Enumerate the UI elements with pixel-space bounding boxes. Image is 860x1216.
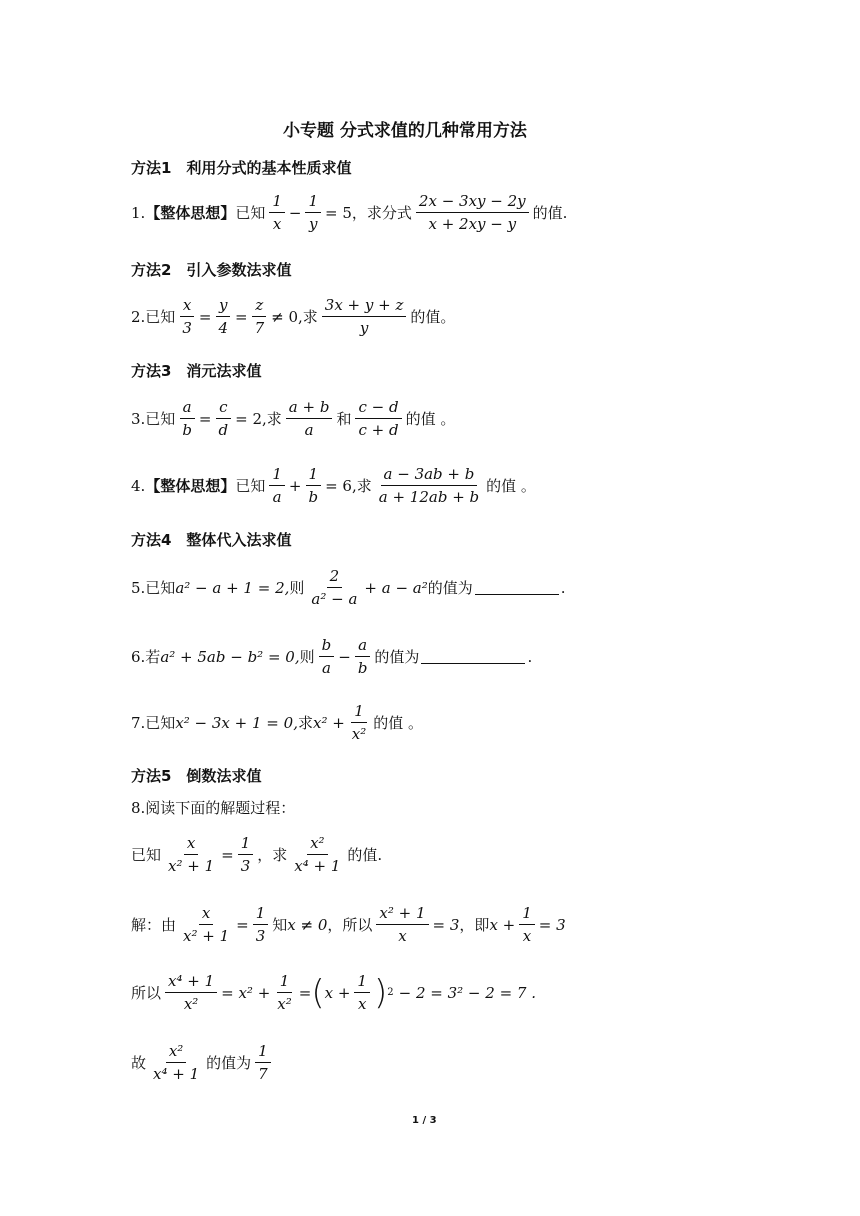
q8-given-fraction-3: $\frac{\text{x²}}{\text{x⁴ + 1}}$	[294, 834, 341, 875]
left-paren: (	[311, 972, 325, 1013]
fin-fraction-1: $\frac{\text{x²}}{\text{x⁴ + 1}}$	[153, 1042, 200, 1083]
q1-minus: −	[288, 203, 302, 222]
q5-answer-blank[interactable]	[475, 580, 559, 595]
q5-period: .	[560, 578, 566, 597]
q1-text-value: 的值.	[532, 204, 568, 222]
question-6: 6.若 a² + 5ab − b² = 0, 则 $\frac{b}{a}$ − $\frac{a}{b}$ 的值为 .	[131, 636, 533, 677]
q2-fraction-4: $\frac{3x + y + z}{y}$	[322, 296, 407, 337]
fin-fraction-2: $\frac{1}{7}$	[255, 1042, 271, 1083]
q5-expression: + a − a²	[364, 578, 428, 597]
q7-fraction-1: $\frac{1}{\text{x²}}$	[351, 702, 367, 743]
method-1-heading: 方法1 利用分式的基本性质求值	[131, 159, 352, 177]
q7-text-find: 求	[297, 714, 313, 732]
q4-text-value: 的值 。	[486, 477, 536, 495]
page-number: 1 / 3	[412, 1115, 437, 1126]
q7-prefix: 7.已知	[131, 714, 176, 732]
q5-fraction-1: $\frac{2}{\text{a² − a}}$	[311, 567, 358, 608]
q2-fraction-1: $\frac{x}{3}$	[179, 296, 195, 337]
q3-equals: = 2,	[235, 409, 267, 428]
q6-fraction-2: $\frac{a}{b}$	[355, 636, 371, 677]
q6-period: .	[527, 647, 533, 666]
q1-fraction-2: $\frac{1}{y}$	[305, 192, 321, 233]
q3-text-find: 求	[266, 410, 282, 428]
q4-text-given: 已知	[235, 477, 266, 495]
method-5-heading: 方法5 倒数法求值	[131, 767, 262, 785]
q4-number: 4.	[131, 476, 146, 495]
q3-text-and: 和	[336, 410, 352, 428]
q4-equals: = 6,	[325, 476, 357, 495]
q6-fraction-1: $\frac{b}{a}$	[319, 636, 335, 677]
question-1	[131, 192, 567, 233]
q1-text-given: 已知	[235, 204, 266, 222]
q2-text-value: 的值。	[410, 308, 456, 326]
q2-fraction-3: $\frac{z}{7}$	[252, 296, 268, 337]
q5-text-then: 则	[289, 579, 305, 597]
q1-equals: = 5，	[325, 204, 367, 222]
page-title: 小专题 分式求值的几种常用方法	[283, 121, 527, 141]
right-paren: )	[373, 972, 388, 1013]
q2-prefix: 2.已知	[131, 308, 176, 326]
q3-fraction-2: $\frac{c}{d}$	[216, 398, 232, 439]
question-4: 4. 【整体思想】 已知 $\frac{1}{a}$ + $\frac{1}{b}$ = 6, 求 $\frac{a - 3ab + b}{a + 12ab + b}$ 的值 。	[131, 465, 536, 506]
q7-text-value: 的值 。	[373, 714, 424, 732]
question-5	[131, 567, 566, 608]
q2-condition: ≠ 0,	[271, 307, 303, 326]
sol2-fraction-3: $\frac{1}{x}$	[354, 972, 370, 1013]
sol-fraction-2: $\frac{1}{3}$	[253, 904, 269, 945]
q5-text-value: 的值为	[427, 579, 473, 597]
sol2-fraction-1: $\frac{\text{x⁴ + 1}}{\text{x²}}$	[165, 972, 217, 1013]
q4-text-find: 求	[356, 477, 372, 495]
q2-text-find: 求	[302, 308, 318, 326]
q7-condition: x² − 3x + 1 = 0,	[175, 713, 298, 732]
solution-conclusion: 故 $\frac{\text{x²}}{\text{x⁴ + 1}}$ 的值为 $\frac{1}{7}$	[131, 1042, 275, 1083]
q4-fraction-3: $\frac{a - 3ab + b}{a + 12ab + b}$	[378, 465, 480, 506]
q1-fraction-3: $\frac{2x - 3xy - 2y}{x + 2xy - y}$	[416, 192, 529, 233]
method-4-heading: 方法4 整体代入法求值	[131, 531, 292, 549]
q3-prefix: 3.已知	[131, 410, 176, 428]
q6-condition: a² + 5ab − b² = 0,	[160, 647, 300, 666]
q5-prefix: 5.已知	[131, 579, 176, 597]
q1-fraction-1: $\frac{1}{x}$	[269, 192, 285, 233]
q4-fraction-1: $\frac{1}{a}$	[269, 465, 285, 506]
q3-fraction-3: $\frac{a + b}{a}$	[286, 398, 333, 439]
q8-given-fraction-1: $\frac{x}{\text{x² + 1}}$	[168, 834, 215, 875]
q5-condition: a² − a + 1 = 2,	[175, 578, 290, 597]
q8-given-fraction-2: $\frac{1}{3}$	[238, 834, 254, 875]
q2-fraction-2: $\frac{y}{4}$	[215, 296, 231, 337]
q7-expression: x² +	[312, 713, 345, 732]
q4-tag: 【整体思想】	[145, 477, 236, 495]
solution-line-1: 解：由 $\frac{x}{\text{x² + 1}}$ = $\frac{1}{3}$ 知 x ≠ 0 ，所以 $\frac{\text{x² + 1}}{x}$ = 3 ，即 x + $\frac{1}{x}$ = 3	[131, 904, 566, 945]
sol-fraction-3: $\frac{\text{x² + 1}}{x}$	[376, 904, 428, 945]
question-7	[131, 702, 423, 743]
q3-text-value: 的值 。	[405, 410, 456, 428]
q6-prefix: 6.若	[131, 648, 161, 666]
question-8-given: 已知 $\frac{x}{\text{x² + 1}}$ = $\frac{1}{3}$ ，求 $\frac{\text{x²}}{\text{x⁴ + 1}}$ 的值.	[131, 834, 383, 875]
q6-answer-blank[interactable]	[421, 649, 525, 664]
q1-text-find: 求分式	[366, 204, 412, 222]
q1-tag: 【整体思想】	[145, 204, 236, 222]
q6-text-then: 则	[299, 648, 315, 666]
method-2-heading: 方法2 引入参数法求值	[131, 261, 292, 279]
q4-fraction-2: $\frac{1}{b}$	[305, 465, 321, 506]
q3-fraction-1: $\frac{a}{b}$	[179, 398, 195, 439]
question-8-intro: 8.阅读下面的解题过程：	[131, 799, 296, 817]
method-3-heading: 方法3 消元法求值	[131, 362, 262, 380]
sol-fraction-4: $\frac{1}{x}$	[519, 904, 535, 945]
solution-line-2: 所以 $\frac{\text{x⁴ + 1}}{\text{x²}}$ = x² + $\frac{1}{\text{x²}}$ = ( x + $\frac{1}{x}$ ) 2 − 2 = 3² − 2 = 7 .	[131, 972, 536, 1013]
question-3: 3.已知 $\frac{a}{b}$ = $\frac{c}{d}$ = 2, 求 $\frac{a + b}{a}$ 和 $\frac{c - d}{c + d}$ 的值 。	[131, 398, 456, 439]
q3-fraction-4: $\frac{c - d}{c + d}$	[355, 398, 401, 439]
q1-number: 1.	[131, 203, 146, 222]
q6-text-value: 的值为	[374, 648, 420, 666]
sol2-fraction-2: $\frac{1}{\text{x²}}$	[277, 972, 292, 1013]
question-2: 2.已知 $\frac{x}{3}$ = $\frac{y}{4}$ = $\frac{z}{7}$ ≠ 0, 求 $\frac{3x + y + z}{y}$ 的值。	[131, 296, 456, 337]
sol-fraction-1: $\frac{x}{\text{x² + 1}}$	[183, 904, 230, 945]
